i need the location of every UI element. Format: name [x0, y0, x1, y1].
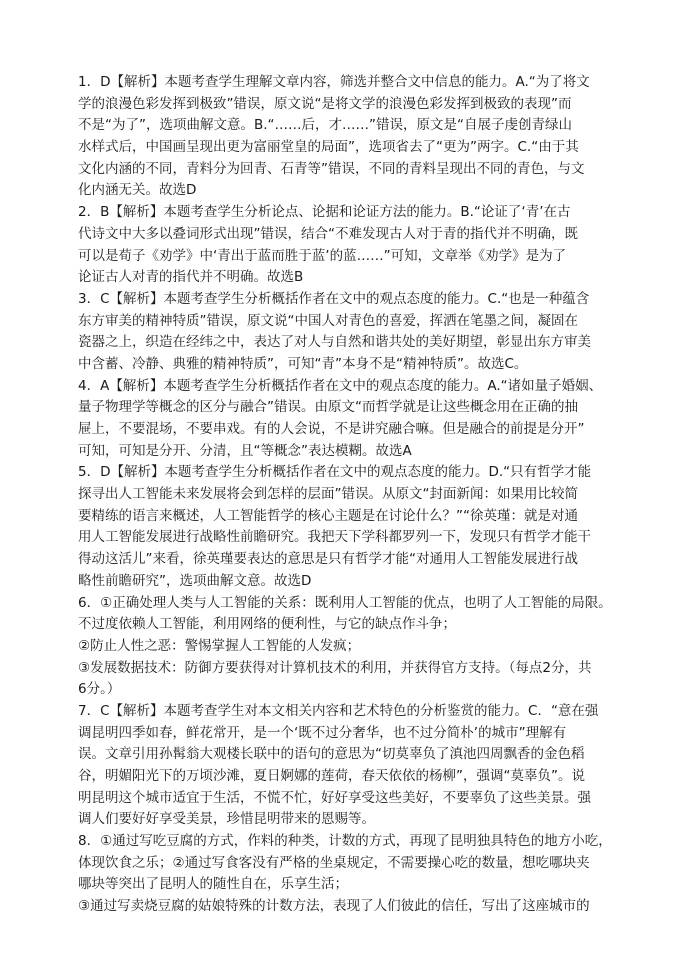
text-line: 明昆明这个城市适宜于生活，不慌不忙，好好享受这些美好，不要辜负了这些美景。强 [78, 789, 591, 806]
text-line: 误。文章引用孙髯翁大观楼长联中的语句的意思为“切莫辜负了滇池四周飘香的金色稻 [78, 746, 585, 763]
text-line: ③通过写卖烧豆腐的姑娘特殊的计数方法，表现了人们彼此的信任，写出了这座城市的 [78, 898, 590, 915]
text-line: 调昆明四季如春，鲜花常开，是一个‘既不过分奢华，也不过分简朴’的城市”理解有 [78, 724, 567, 741]
text-line: 可知，可知是分开、分清，且“等概念”表达模糊。故选A [78, 442, 412, 459]
text-line: 6．①正确处理人类与人工智能的关系：既利用人工智能的优点，也明了人工智能的局限。 [78, 594, 612, 611]
text-line: 1．D【解析】本题考查学生理解文章内容，筛选并整合文中信息的能力。A.“为了将文 [78, 74, 590, 90]
text-line: 论证古人对青的指代并不明确。故选B [78, 269, 304, 286]
text-line: ②防止人性之恶：警惕掌握人工智能的人发疯； [78, 637, 361, 654]
text-line: 用人工智能发展进行战略性前瞻研究。我把天下学科都罗列一下，发现只有哲学才能干 [78, 529, 591, 546]
text-line: ③发展数据技术：防御方要获得对计算机技术的利用，并获得官方支持。（每点2分，共 [78, 659, 592, 676]
text-line: 文化内涵的不同，青料分为回青、石青等”错误，不同的青料呈现出不同的青色，与文 [78, 160, 585, 177]
text-line: 5．D【解析】本题考查学生分析概括作者在文中的观点态度的能力。D.“只有哲学才能 [78, 464, 592, 481]
text-line: 化内涵无关。故选D [78, 182, 197, 199]
text-line: 得动这活儿”来看，徐英瑾要表达的意思是只有哲学才能“对通用人工智能发展进行战 [78, 551, 578, 568]
text-line: 水样式后，中国画呈现出更为富丽堂皇的局面”，选项省去了“更为”两字。C.“由于其 [78, 139, 579, 156]
document-page [78, 72, 614, 918]
text-line: 屉上，不要混场，不要串戏。有的人会说，不是讲究融合嘛。但是融合的前提是分开” [78, 421, 585, 437]
text-line: 体现饮食之乐；②通过写食客没有严格的坐桌规定，不需要操心吃的数量，想吃哪块夹 [78, 854, 590, 871]
text-line: 2．B【解析】本题考查学生分析论点、论据和论证方法的能力。B.“论证了‘青’在古 [78, 204, 571, 221]
text-line: 调人们要好好享受美景，珍惜昆明带来的恩赐等。 [78, 811, 375, 828]
text-line: 探寻出人工智能未来发展将会到怎样的层面”错误。从原文“封面新闻：如果用比较简 [78, 486, 578, 503]
text-line: 学的浪漫色彩发挥到极致”错误，原文说“是将文学的浪漫色彩发挥到极致的表现”而 [78, 95, 572, 112]
text-line: 8．①通过写吃豆腐的方式，作料的种类，计数的方式，再现了昆明独具特色的地方小吃， [78, 833, 612, 850]
text-line: 要精练的语言来概述，人工智能哲学的核心主题是在讨论什么？”“徐英瑾：就是对通 [78, 507, 578, 524]
text-line: 代诗文中大多以叠词形式出现”错误，结合“不难发现古人对于青的指代并不明确，既 [78, 225, 578, 242]
text-line: 7．C【解析】本题考查学生对本文相关内容和艺术特色的分析鉴赏的能力。C．“意在强 [78, 702, 599, 719]
text-line: 3．C【解析】本题考查学生分析概括作者在文中的观点态度的能力。C.“也是一种蕴含 [78, 290, 590, 307]
text-line: 6分。） [78, 681, 121, 698]
text-line: 4．A【解析】本题考查学生分析概括作者在文中的观点态度的能力。A.“诸如量子婚姻、 [78, 377, 603, 394]
text-line: 量子物理学等概念的区分与融合”错误。由原文“而哲学就是让这些概念用在正确的抽 [78, 399, 578, 416]
text-line: 中含蓄、冷静、典雅的精神特质”，可知“青”本身不是“精神特质”。故选C。 [78, 355, 528, 372]
text-line: 不是“为了”，选项曲解文意。B.“……后，才……”错误，原文是“自展子虔创青绿山 [78, 117, 573, 134]
text-line: 哪块等突出了昆明人的随性自在，乐享生活； [78, 876, 348, 893]
text-line: 谷，明媚阳光下的万顷沙滩，夏日婀娜的莲荷，春天依依的杨柳”，强调“莫辜负”。说 [78, 768, 585, 784]
text-line: 瓷器之上，织造在经纬之中，表达了对人与自然和谐共处的美好期望，彰显出东方审美 [78, 334, 591, 351]
text-line: 略性前瞻研究”，选项曲解文意。故选D [78, 572, 312, 589]
text-line: 东方审美的精神特质”错误，原文说“中国人对青色的喜爱，挥洒在笔墨之间，凝固在 [78, 312, 578, 329]
text-line: 可以是荀子《劝学》中‘青出于蓝而胜于蓝’的蓝……”可知，文章举《劝学》是为了 [78, 247, 567, 264]
text-line: 不过度依赖人工智能，利用网络的便利性，与它的缺点作斗争； [78, 616, 456, 633]
